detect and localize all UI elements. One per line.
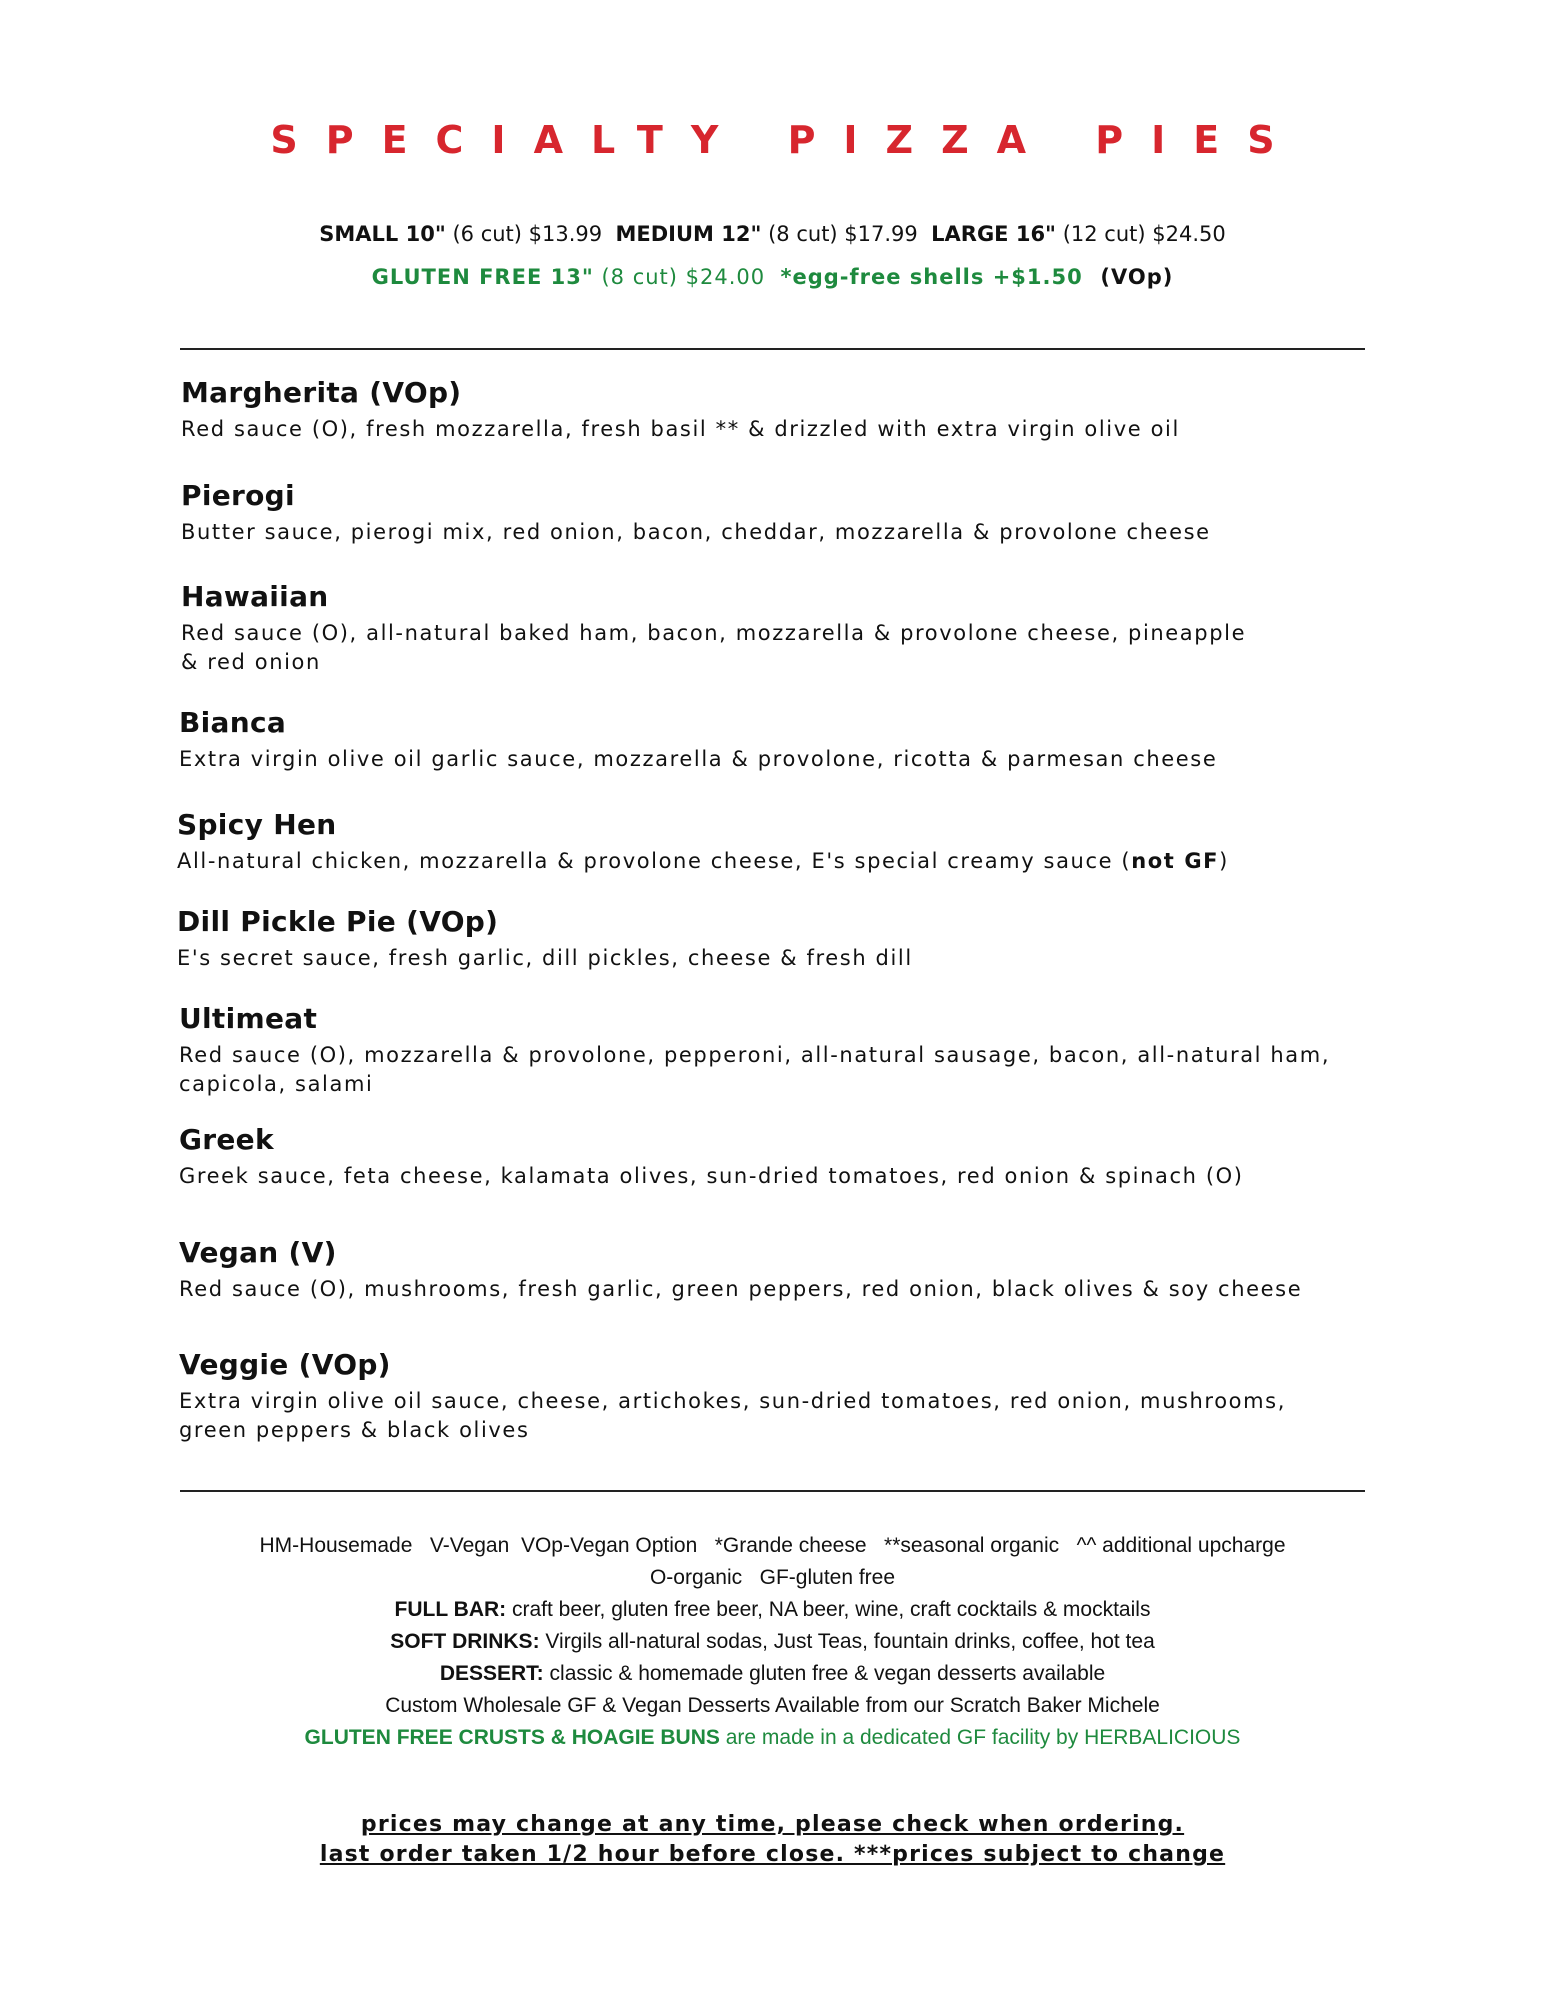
item-description: Greek sauce, feta cheese, kalamata olives, sun-dried tomatoes, red onion & spinach (O) bbox=[179, 1164, 1244, 1188]
item-name: Bianca bbox=[179, 706, 287, 739]
item-name: Margherita (VOp) bbox=[181, 376, 462, 409]
menu-item bbox=[177, 806, 1367, 876]
menu-item bbox=[179, 1121, 1369, 1191]
menu-item bbox=[181, 578, 1371, 677]
soft-drinks-label: SOFT DRINKS: bbox=[390, 1630, 540, 1653]
legend-line-2: O-organic GF-gluten free bbox=[649, 1566, 896, 1589]
small-size-detail: (6 cut) $13.99 bbox=[452, 222, 603, 246]
full-bar-text: craft beer, gluten free beer, NA beer, wine, craft cocktails & mocktails bbox=[506, 1598, 1151, 1621]
item-name: Vegan (V) bbox=[179, 1236, 337, 1269]
small-size-label: SMALL 10" bbox=[319, 222, 446, 246]
item-name: Spicy Hen bbox=[177, 808, 337, 841]
menu-item bbox=[179, 704, 1369, 774]
menu-item bbox=[179, 1346, 1369, 1445]
item-name: Veggie (VOp) bbox=[179, 1348, 391, 1381]
item-description: Red sauce (O), mozzarella & provolone, pepperoni, all-natural sausage, bacon, all-natural ham, capicola, salami bbox=[179, 1043, 1331, 1096]
price-notice-line-1: prices may change at any time, please check when ordering. bbox=[360, 1812, 1185, 1837]
item-name: Pierogi bbox=[181, 479, 295, 512]
gf-crust-label: GLUTEN FREE CRUSTS & HOAGIE BUNS bbox=[304, 1726, 720, 1749]
dessert-text: classic & homemade gluten free & vegan desserts available bbox=[543, 1662, 1106, 1685]
gf-crust-line bbox=[0, 1722, 1545, 1754]
soft-drinks-line bbox=[0, 1626, 1545, 1658]
item-name: Greek bbox=[179, 1123, 274, 1156]
item-description: Butter sauce, pierogi mix, red onion, bacon, cheddar, mozzarella & provolone cheese bbox=[181, 520, 1211, 544]
item-description: Red sauce (O), fresh mozzarella, fresh basil ** & drizzled with extra virgin olive oil bbox=[181, 417, 1180, 441]
item-description-end: ) bbox=[1219, 849, 1229, 873]
large-size-detail: (12 cut) $24.50 bbox=[1062, 222, 1226, 246]
page-title: SPECIALTY PIZZA PIES bbox=[270, 118, 1303, 162]
medium-size-detail: (8 cut) $17.99 bbox=[768, 222, 918, 246]
gf-size-label: GLUTEN FREE 13" bbox=[371, 265, 594, 289]
item-description: Red sauce (O), all-natural baked ham, bacon, mozzarella & provolone cheese, pineapple & red onion bbox=[181, 621, 1247, 674]
medium-size-label: MEDIUM 12" bbox=[615, 222, 762, 246]
item-name: Ultimeat bbox=[179, 1002, 318, 1035]
top-divider bbox=[180, 348, 1365, 350]
full-bar-label: FULL BAR: bbox=[394, 1598, 507, 1621]
not-gf-note: not GF bbox=[1131, 849, 1220, 873]
item-description: Red sauce (O), mushrooms, fresh garlic, green peppers, red onion, black olives & soy cheese bbox=[179, 1277, 1303, 1301]
large-size-label: LARGE 16" bbox=[931, 222, 1057, 246]
soft-drinks-text: Virgils all-natural sodas, Just Teas, fountain drinks, coffee, hot tea bbox=[539, 1630, 1155, 1653]
gluten-free-pricing bbox=[0, 265, 1545, 289]
price-notice-line-2: last order taken 1/2 hour before close. ***prices subject to change bbox=[319, 1842, 1226, 1867]
dessert-line bbox=[0, 1658, 1545, 1690]
item-description-text: All-natural chicken, mozzarella & provolone cheese, E's special creamy sauce ( bbox=[177, 849, 1132, 873]
price-notice bbox=[0, 1810, 1545, 1870]
item-name: Dill Pickle Pie (VOp) bbox=[177, 905, 499, 938]
gf-size-detail: (8 cut) $24.00 bbox=[601, 265, 766, 289]
footer-info bbox=[0, 1530, 1545, 1754]
egg-free-note: *egg-free shells +$1.50 bbox=[780, 265, 1083, 289]
item-description: E's secret sauce, fresh garlic, dill pickles, cheese & fresh dill bbox=[177, 946, 913, 970]
item-description bbox=[177, 847, 1367, 876]
size-pricing bbox=[0, 222, 1545, 246]
menu-item bbox=[179, 1000, 1369, 1099]
item-description: Extra virgin olive oil sauce, cheese, artichokes, sun-dried tomatoes, red onion, mushrooms, green peppers & black olives bbox=[179, 1389, 1286, 1442]
item-name: Hawaiian bbox=[181, 580, 329, 613]
full-bar-line bbox=[0, 1594, 1545, 1626]
menu-item bbox=[179, 1234, 1369, 1304]
vop-note: (VOp) bbox=[1100, 265, 1174, 289]
gf-crust-text: are made in a dedicated GF facility by HERBALICIOUS bbox=[719, 1726, 1241, 1749]
item-description: Extra virgin olive oil garlic sauce, mozzarella & provolone, ricotta & parmesan cheese bbox=[179, 747, 1218, 771]
dessert-label: DESSERT: bbox=[439, 1662, 544, 1685]
legend-line-1: HM-Housemade V-Vegan VOp-Vegan Option *Grande cheese **seasonal organic ^^ additional upcharge bbox=[259, 1534, 1286, 1557]
bottom-divider bbox=[180, 1490, 1365, 1492]
menu-item bbox=[181, 374, 1371, 444]
wholesale-line: Custom Wholesale GF & Vegan Desserts Available from our Scratch Baker Michele bbox=[385, 1694, 1160, 1717]
menu-item bbox=[181, 477, 1371, 547]
menu-item bbox=[177, 903, 1367, 973]
